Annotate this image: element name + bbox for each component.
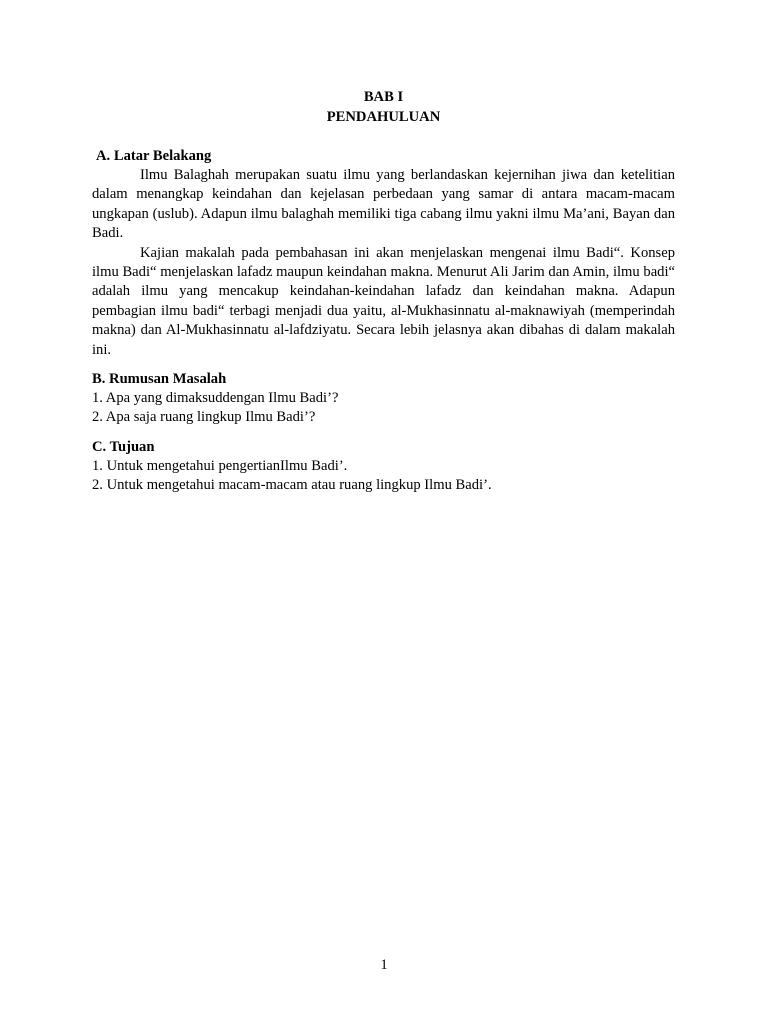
section-heading-latar-belakang: A. Latar Belakang xyxy=(96,148,212,164)
section-tujuan xyxy=(92,438,675,496)
paragraph: Kajian makalah pada pembahasan ini akan menjelaskan mengenai ilmu Badi“. Konsep ilmu Badi“ menjelaskan lafadz maupun keindahan makna. Menurut Ali Jarim dan Amin, ilmu badi“ adalah ilmu yang mencakup keindahan-keindahan lafadz dan keindahan makna. Adapun pembagian ilmu badi“ terbagi menjadi dua yaitu, al-Mukhasinnatu al-maknawiyah (memperindah makna) dan Al-Mukhasinnatu al-lafdziyatu. Secara lebih jelasnya akan dibahas di dalam makalah ini. xyxy=(92,244,675,358)
list-item: 1. Untuk mengetahui pengertianIlmu Badi’. xyxy=(92,457,348,474)
tujuan-list xyxy=(92,457,675,496)
section-spacer xyxy=(92,428,675,438)
section-heading-tujuan: C. Tujuan xyxy=(92,438,155,455)
list-item: 2. Untuk mengetahui macam-macam atau ruang lingkup Ilmu Badi’. xyxy=(92,477,492,494)
rumusan-masalah-list xyxy=(92,389,675,428)
section-spacer xyxy=(92,360,675,370)
section-rumusan-masalah xyxy=(92,370,675,428)
list-item: 2. Apa saja ruang lingkup Ilmu Badi’? xyxy=(92,409,316,426)
section-heading-rumusan-masalah: B. Rumusan Masalah xyxy=(92,371,227,388)
list-item: 1. Apa yang dimaksuddengan Ilmu Badi’? xyxy=(92,390,339,407)
chapter-number: BAB I xyxy=(363,89,404,105)
page-number: 1 xyxy=(380,957,388,973)
section-latar-belakang xyxy=(92,147,675,360)
chapter-title: PENDAHULUAN xyxy=(326,109,441,125)
document-content xyxy=(92,87,675,496)
paragraph: Ilmu Balaghah merupakan suatu ilmu yang berlandaskan kejernihan jiwa dan ketelitian dalam menangkap keindahan dan kejelasan perbedaan yang samar di antara macam-macam ungkapan (uslub). Adapun ilmu balaghah memiliki tiga cabang ilmu yakni ilmu Ma’ani, Bayan dan Badi. xyxy=(92,167,675,242)
